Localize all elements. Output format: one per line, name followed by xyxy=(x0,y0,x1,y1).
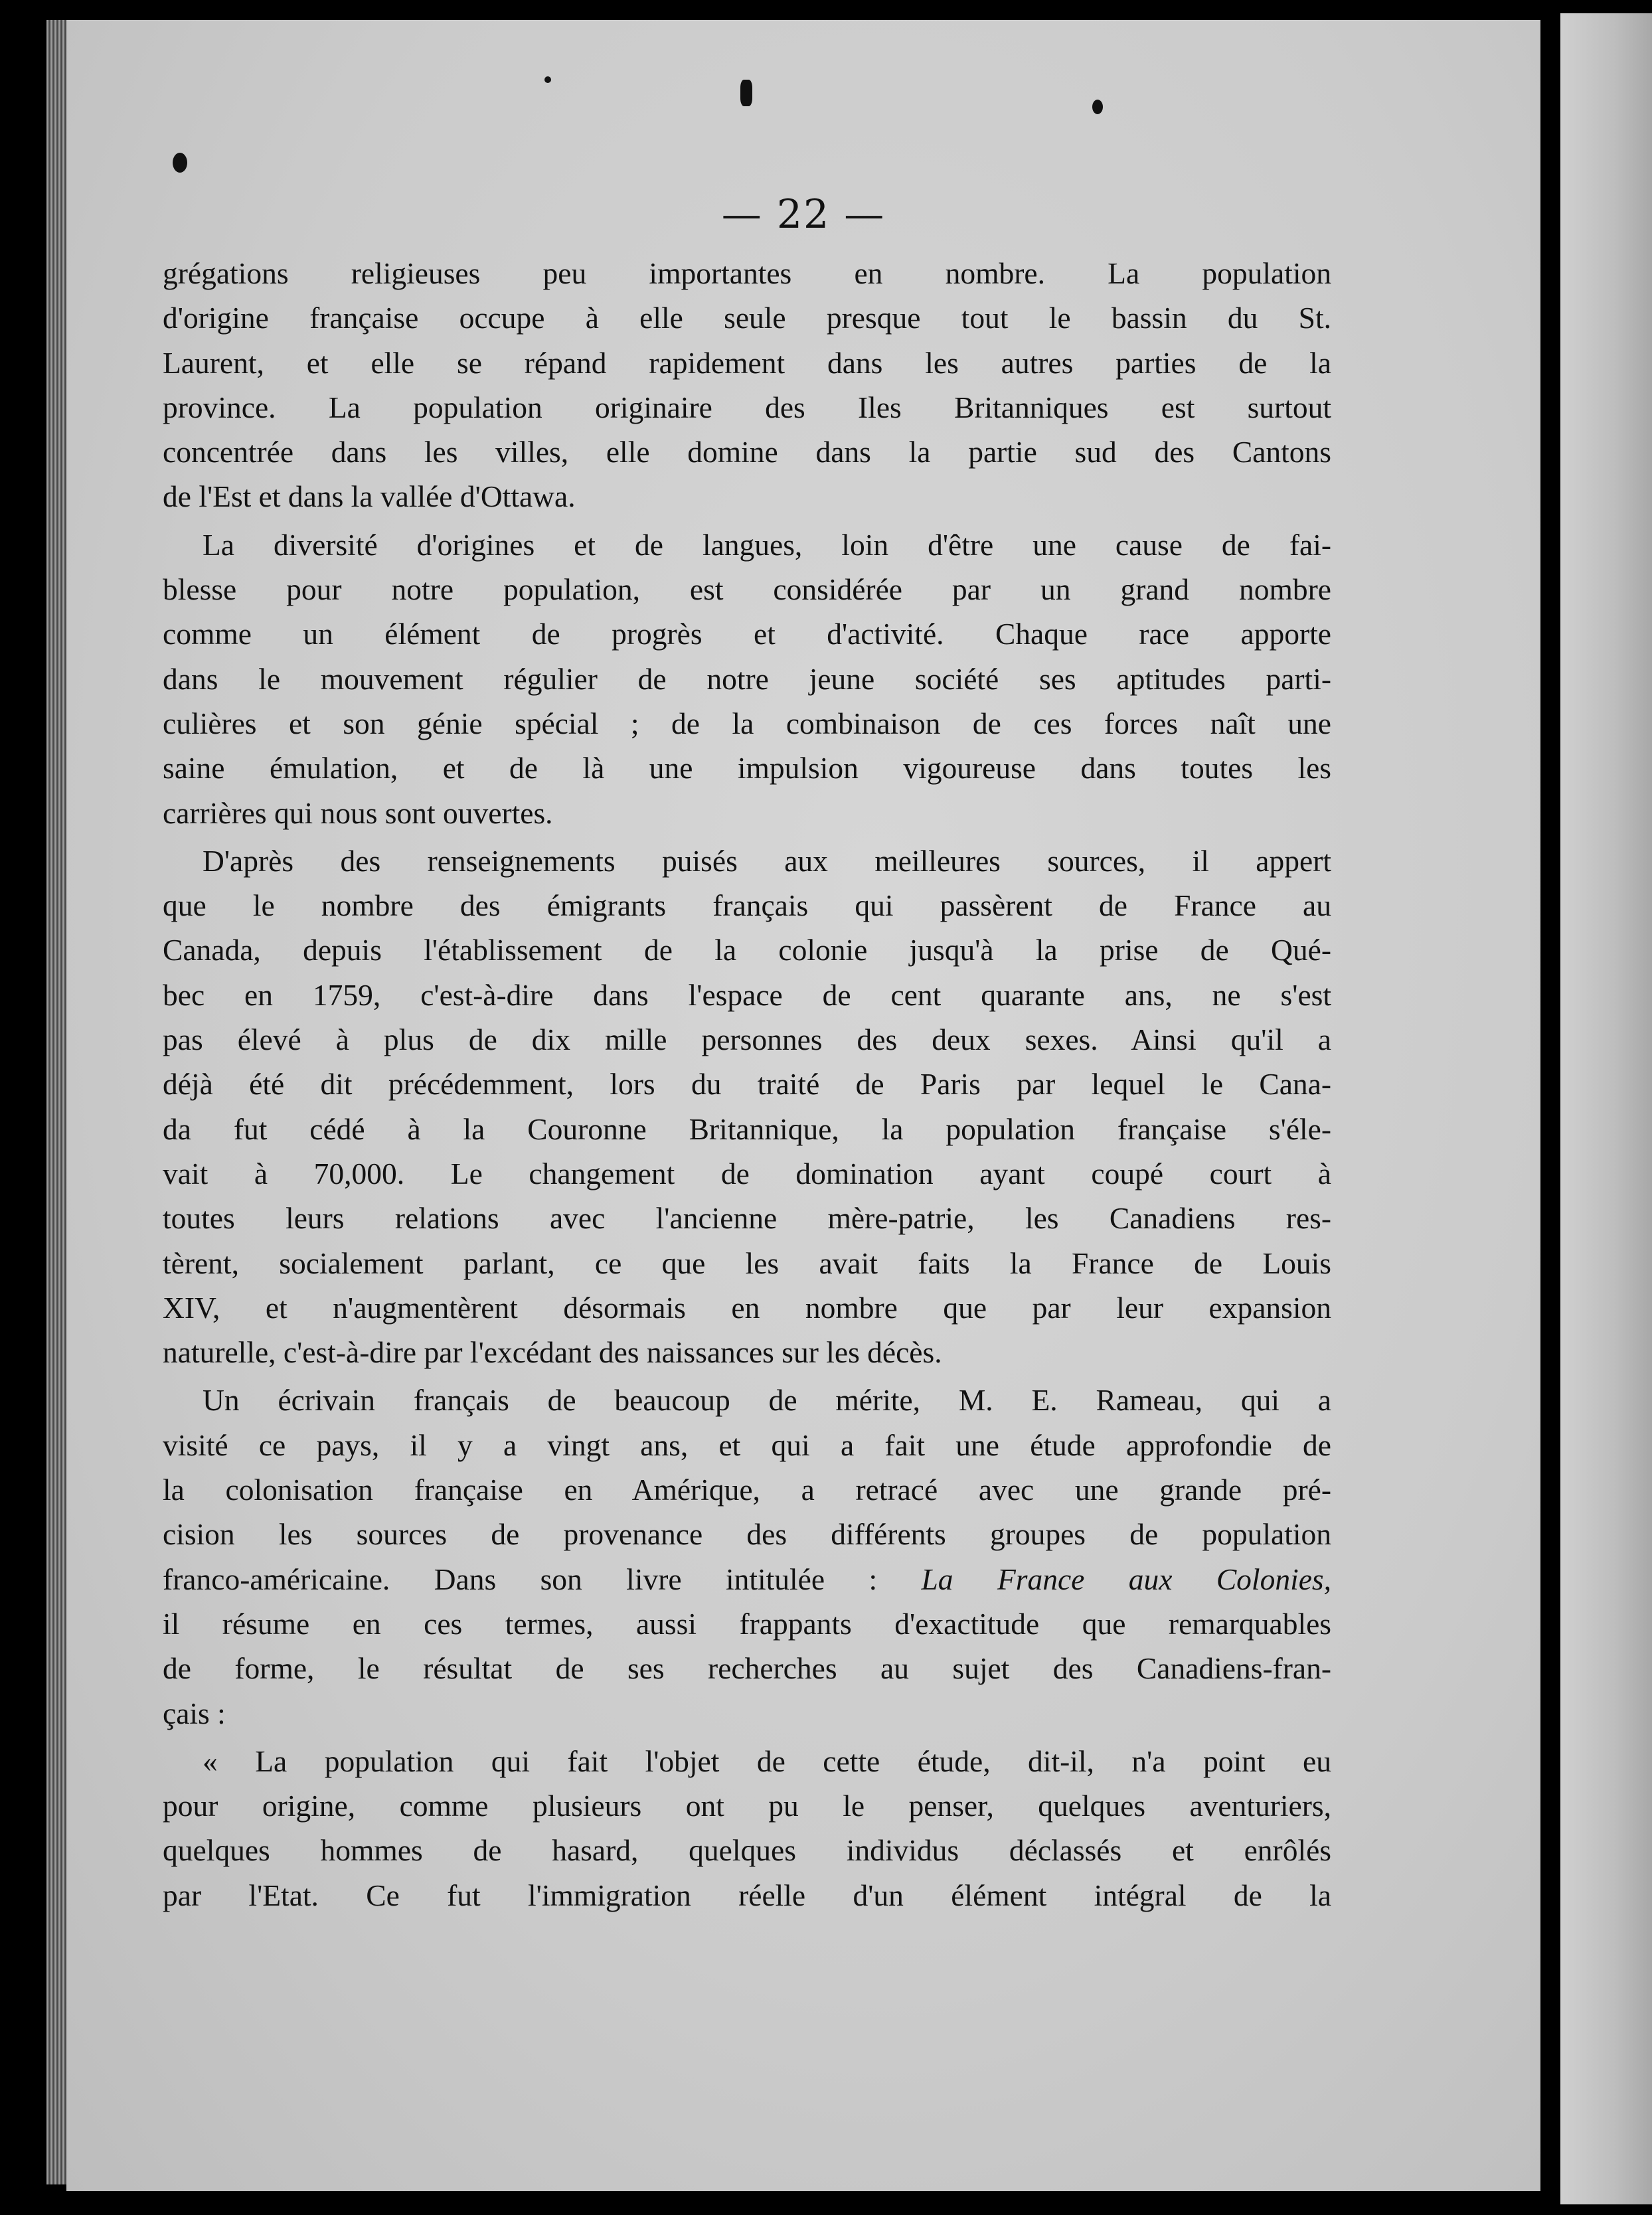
text-line: « La population qui fait l'objet de cette étude, dit-il, n'a point eu xyxy=(203,1744,1331,1778)
text-line: comme un élément de progrès et d'activité. Chaque race apporte xyxy=(163,617,1331,651)
text-line: il résume en ces termes, aussi frappants d'exactitude que remarquables xyxy=(163,1606,1331,1641)
paragraph-4 xyxy=(163,1378,1331,1735)
text-line: XIV, et n'augmentèrent désormais en nombre que par leur expansion xyxy=(163,1290,1331,1325)
text-line: d'origine française occupe à elle seule presque tout le bassin du St. xyxy=(163,301,1331,335)
page-number: — 22 — xyxy=(721,191,886,238)
ink-speck xyxy=(1092,100,1103,114)
text-line: pas élevé à plus de dix mille personnes des deux sexes. Ainsi qu'il a xyxy=(163,1023,1331,1057)
text-line: déjà été dit précédemment, lors du traité de Paris par lequel le Cana- xyxy=(163,1067,1331,1102)
paragraph-3 xyxy=(163,839,1331,1375)
paragraph-2 xyxy=(163,523,1331,835)
text-line: saine émulation, et de là une impulsion vigoureuse dans toutes les xyxy=(163,751,1331,785)
text-line: blesse pour notre population, est considérée par un grand nombre xyxy=(163,572,1331,607)
text-line: tèrent, socialement parlant, ce que les avait faits la France de Louis xyxy=(163,1246,1331,1280)
text-line: çais : xyxy=(163,1696,226,1730)
text-line: naturelle, c'est-à-dire par l'excédant des naissances sur les décès. xyxy=(163,1335,942,1370)
text-line: carrières qui nous sont ouvertes. xyxy=(163,795,553,830)
text-line: Canada, depuis l'établissement de la colonie jusqu'à la prise de Qué- xyxy=(163,933,1331,967)
paragraph-1 xyxy=(163,251,1331,519)
book-title: La France aux Colonies, xyxy=(921,1562,1331,1596)
ink-speck xyxy=(544,76,551,83)
text-line: dans le mouvement régulier de notre jeune société ses aptitudes parti- xyxy=(163,661,1331,696)
text-fragment: franco-américaine. Dans son livre intitulée : xyxy=(163,1562,922,1596)
text-line: vait à 70,000. Le changement de domination ayant coupé court à xyxy=(163,1156,1331,1190)
text-line: cision les sources de provenance des différents groupes de population xyxy=(163,1517,1331,1552)
text-line: la colonisation française en Amérique, a retracé avec une grande pré- xyxy=(163,1473,1331,1507)
ink-speck xyxy=(173,153,187,173)
text-line: Un écrivain français de beaucoup de mérite, M. E. Rameau, qui a xyxy=(203,1383,1331,1418)
ink-speck xyxy=(740,80,752,106)
text-line: province. La population originaire des Iles Britanniques est surtout xyxy=(163,390,1331,424)
body-text xyxy=(163,251,1331,1918)
text-line: D'après des renseignements puisés aux meilleures sources, il appert xyxy=(203,843,1331,878)
text-line: toutes leurs relations avec l'ancienne mère-patrie, les Canadiens res- xyxy=(163,1201,1331,1236)
text-line: par l'Etat. Ce fut l'immigration réelle d'un élément intégral de la xyxy=(163,1878,1331,1912)
text-line: pour origine, comme plusieurs ont pu le penser, quelques aventuriers, xyxy=(163,1789,1331,1823)
text-line: La diversité d'origines et de langues, loin d'être une cause de fai- xyxy=(203,527,1331,562)
text-line: culières et son génie spécial ; de la combinaison de ces forces naît une xyxy=(163,706,1331,740)
book-page xyxy=(66,20,1540,2191)
text-line-with-book-title xyxy=(163,1557,1331,1601)
text-line: de l'Est et dans la vallée d'Ottawa. xyxy=(163,479,576,514)
text-line: de forme, le résultat de ses recherches au sujet des Canadiens-fran- xyxy=(163,1651,1331,1686)
text-line: Laurent, et elle se répand rapidement dans les autres parties de la xyxy=(163,345,1331,380)
text-line: bec en 1759, c'est-à-dire dans l'espace de cent quarante ans, ne s'est xyxy=(163,977,1331,1012)
text-line: visité ce pays, il y a vingt ans, et qui a fait une étude approfondie de xyxy=(163,1428,1331,1462)
text-line: quelques hommes de hasard, quelques individus déclassés et enrôlés xyxy=(163,1833,1331,1868)
text-line: da fut cédé à la Couronne Britannique, la population française s'éle- xyxy=(163,1111,1331,1146)
paragraph-5-quotation xyxy=(163,1739,1331,1918)
text-line: que le nombre des émigrants français qui passèrent de France au xyxy=(163,888,1331,923)
text-line: grégations religieuses peu importantes en nombre. La population xyxy=(163,256,1331,290)
text-line: concentrée dans les villes, elle domine dans la partie sud des Cantons xyxy=(163,435,1331,469)
adjacent-page-edge xyxy=(1560,13,1652,2204)
